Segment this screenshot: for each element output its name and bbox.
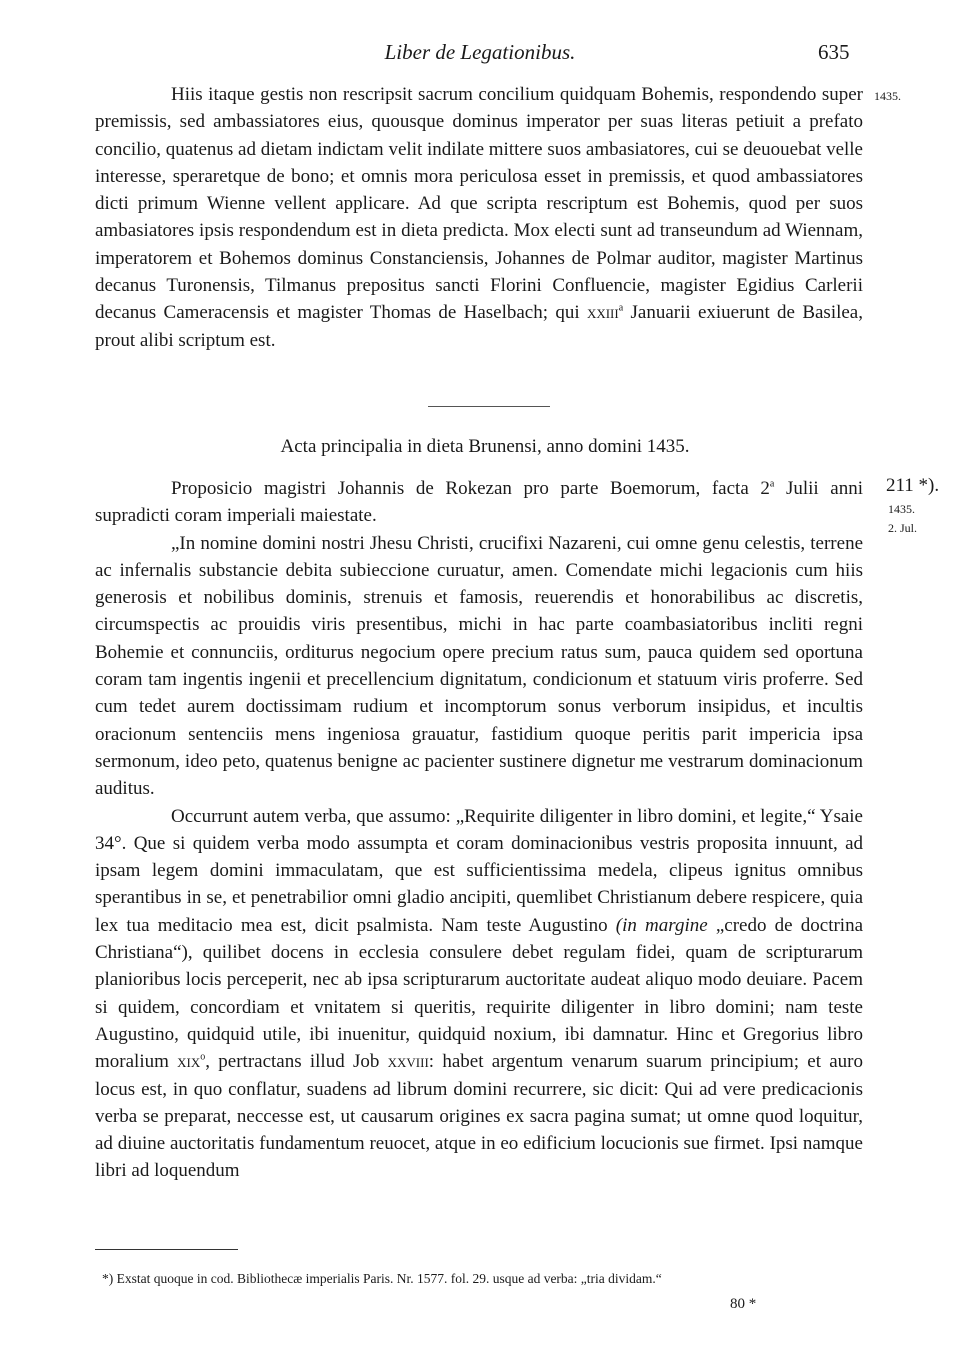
paragraph-3: Occurrunt autem verba, que assumo: „Requirite diligenter in libro domini, et legite,“ Ysaie 34°. Que si quidem verba modo assumpta et coram dominacionibus vestris proposita innuunt, ad ipsam legem domini immaculatam, que est sufficientissima medela, clipeus ignitus omnibus sperantibus in se, et penetrabilior omni gladio ancipiti, quemlibet Christianum debere respicere, quia lex tua meditacio mea est, dicit psalmista. Nam teste Augustino (in margine „credo de doctrina Christiana“), quilibet docens in ecclesia consulere debet regulam fidei, quam de scripturarum planioribus locis perceperit, nec ab ipsa scripturarum auctoritate audeat aliquo modo deuiare. Pacem si quidem, concordiam et vnitatem si queritis, requirite diligenter in libro domini; nam teste Augustino, quidquid utile, ibi inuenitur, quidquid noxium, ibi damnatur. Hinc et Gregorius libro moralium xix$^o$, pertractans illud Job xxviii: habet argentum venarum suarum principium; et auro locus est, in quo conflatur, suadens ad librum domini recurrere, sic dicit: Qui ad vere predicacionis verba se preparat, neccesse est, ut causarum origines ex sacra pagina sumat; ut omne quod loquitur, ad diuine auctoritatis fundamentum reuocet, atque in eo edificium locucionis sue firmet. Ipsi namque libri ad loquendum: [95, 805, 864, 1182]
proposicio-heading: Proposicio magistri Johannis de Rokezan pro parte Boemorum, facta 2$^a$ Julii anni supradicti coram imperiali maiestate.: [95, 478, 863, 527]
section-title: Acta principalia in dieta Brunensi, anno domini 1435.: [280, 436, 690, 457]
margin-year-2: 1435.: [888, 502, 915, 516]
margin-doc-number: 211 *).: [886, 475, 940, 496]
margin-date: 2. Jul.: [888, 521, 918, 535]
body-block: [95, 475, 863, 1185]
footnote: *) Exstat quoque in cod. Bibliothecæ imperialis Paris. Nr. 1577. fol. 29. usque ad verba: „tria dividam.“: [102, 1271, 662, 1286]
signature-mark: 80 *: [730, 1296, 757, 1312]
running-title: Liber de Legationibus.: [384, 40, 576, 64]
page-number: 635: [818, 40, 850, 64]
footnote-rule: [95, 1249, 238, 1250]
margin-year: 1435.: [874, 89, 901, 103]
section-divider: [428, 406, 550, 407]
paragraph-1: Hiis itaque gestis non rescripsit sacrum concilium quidquam Bohemis, respondendo super premissis, sed ambassiatores eius, quousque dominus imperator per suas literas petiuit a prefato concilio, quatenus ad dietam indictam velit indilate mittere suos ambasiatores, cui se deuouebat velle interesse, speraretque de bono; et omnis mora periculosa esset in premissis, et quod ambassiatores dicti primum Wienne vellent applicare. Ad que scripta rescriptum est Bohemis, quod per suos ambasiatores ipsis respondendum est in dieta predicta. Mox electi sunt ad transeundum ad Wiennam, imperatorem et Bohemos dominus Constanciensis, Johannes de Polmar auditor, magister Martinus decanus Turonensis, Tilmanus prepositus sancti Florini Confluencie, magister Egidius Carlerii decanus Cameracensis et magister Thomas de Haselbach; qui xxiii$^a$ Januarii exiuerunt de Basilea, prout alibi scriptum est.: [95, 84, 863, 351]
paragraph-2: „In nomine domini nostri Jhesu Christi, crucifixi Nazareni, cui omne genu celestis, terrene ac infernalis substancie debita subieccione curuatur, amen. Comendate michi legacionis cum hiis generosis et nobilibus dominis, strenuis et famosis, reuerendis et honorabilibus ac discretis, circumspectis ac prouidis viris presentibus, michi in hac parte coambasiatoribus incliti regni Bohemie et connunciis, orditurus negocium opere precium ratus sum, pauca quidem sed oportuna coram tam ingentis ingenii et precellencium dignitatum, condicionum et statuum viris proferre. Sed cum tedet aurem doctissimam rudium et incomptorum sonus verborum insipidus, et incultis oracionum sentenciis mens ingeniosa grauatur, fastidium quoque peritis parit impericia ipsa sermonum, ideo peto, quatenus benigne ac pacienter sustinere dignetur me vestrarum dominacionum auditus.: [95, 532, 863, 800]
paragraph-1-block: [95, 81, 863, 354]
section-block: [95, 433, 863, 460]
